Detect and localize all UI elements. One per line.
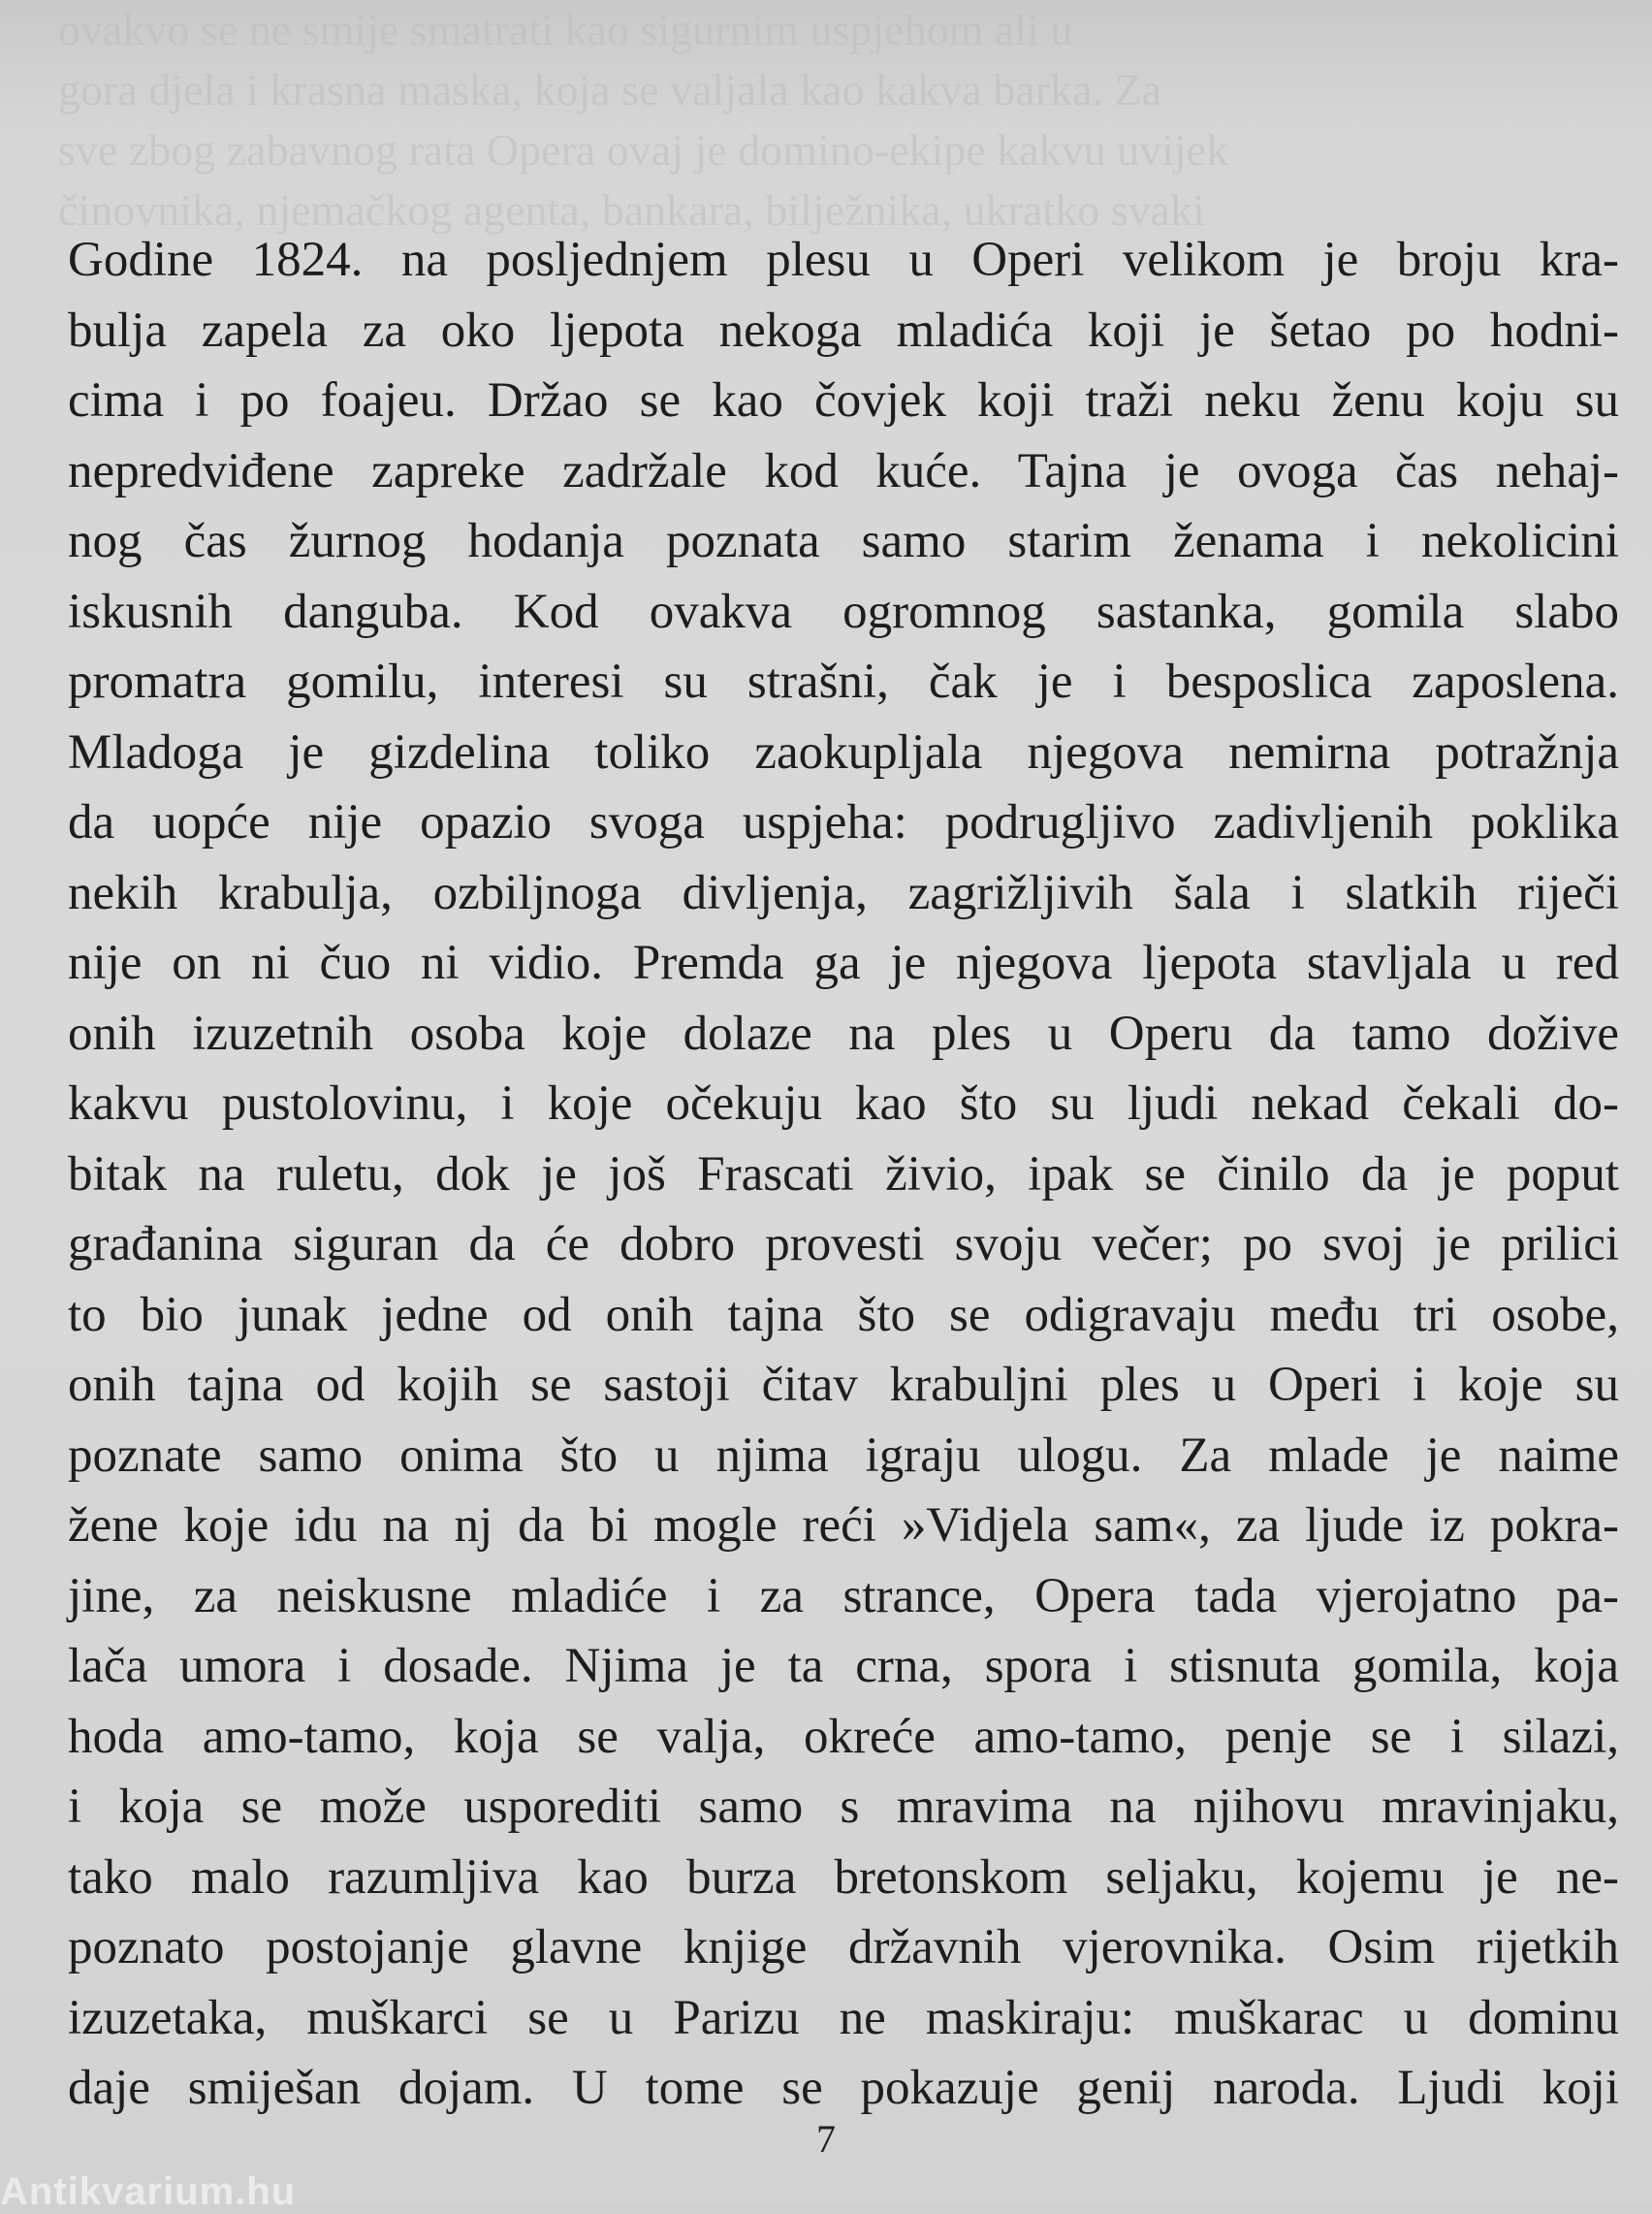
text-line: promatra gomilu, interesi su strašni, čak je i besposlica zaposlena. xyxy=(68,655,1619,709)
bleed-line: činovnika, njemačkog agenta, bankara, bilježnika, ukratko svaki xyxy=(58,185,1205,235)
bleed-through-text xyxy=(58,0,1629,235)
text-line: građanina siguran da će dobro provesti svoju večer; po svoj je prilici xyxy=(68,1217,1619,1271)
bleed-line: sve zbog zabavnog rata Opera ovaj je domino-ekipe kakvu uvijek xyxy=(58,125,1229,175)
text-line: Mladoga je gizdelina toliko zaokupljala njegova nemirna potražnja xyxy=(68,724,1619,780)
text-line: izuzetaka, muškarci se u Parizu ne maskiraju: muškarac u dominu xyxy=(68,1990,1619,2045)
text-line: Godine 1824. na posljednjem plesu u Operi velikom je broju kra- xyxy=(68,233,1619,287)
text-line: onih tajna od kojih se sastoji čitav krabuljni ples u Operi i koje su xyxy=(68,1358,1619,1412)
body-paragraph xyxy=(68,225,1619,2124)
text-line: poznate samo onima što u njima igraju ulogu. Za mlade je naime xyxy=(68,1428,1619,1483)
text-line: tako malo razumljiva kao burza bretonskom seljaku, kojemu je ne- xyxy=(68,1849,1619,1905)
text-line: žene koje idu na nj da bi mogle reći »Vidjela sam«, za ljude iz pokra- xyxy=(68,1498,1619,1553)
text-line: nije on ni čuo ni vidio. Premda ga je njegova ljepota stavljala u red xyxy=(68,936,1619,990)
text-line: da uopće nije opazio svoga uspjeha: podrugljivo zadivljenih poklika xyxy=(68,795,1619,850)
text-line: to bio junak jedne od onih tajna što se odigravaju među tri osobe, xyxy=(68,1287,1619,1342)
text-line: onih izuzetnih osoba koje dolaze na ples u Operu da tamo dožive xyxy=(68,1006,1619,1061)
text-line: i koja se može usporediti samo s mravima na njihovu mravinjaku, xyxy=(68,1780,1619,1834)
text-line: kakvu pustolovinu, i koje očekuju kao što su ljudi nekad čekali do- xyxy=(68,1076,1619,1131)
page-number: 7 xyxy=(816,2117,836,2161)
text-line: nekih krabulja, ozbiljnoga divljenja, zagrižljivih šala i slatkih riječi xyxy=(68,865,1619,920)
text-line: jine, za neiskusne mladiće i za strance, Opera tada vjerojatno pa- xyxy=(68,1568,1619,1623)
text-line: bulja zapela za oko ljepota nekoga mladića koji je šetao po hodni- xyxy=(68,303,1619,358)
text-line: hoda amo-tamo, koja se valja, okreće amo-tamo, penje se i silazi, xyxy=(68,1709,1619,1764)
text-line: cima i po foajeu. Držao se kao čovjek koji traži neku ženu koju su xyxy=(68,373,1619,428)
text-line: bitak na ruletu, dok je još Frascati živio, ipak se činilo da je poput xyxy=(68,1146,1619,1202)
text-line: nepredviđene zapreke zadržale kod kuće. Tajna je ovoga čas nehaj- xyxy=(68,443,1619,498)
text-line: daje smiješan dojam. U tome se pokazuje genij naroda. Ljudi koji xyxy=(68,2061,1619,2115)
text-line: lača umora i dosade. Njima je ta crna, spora i stisnuta gomila, koja xyxy=(68,1639,1619,1693)
watermark: Antikvarium.hu xyxy=(0,2170,297,2213)
text-line: poznato postojanje glavne knjige državnih vjerovnika. Osim rijetkih xyxy=(68,1920,1619,1974)
bleed-line: gora djela i krasna maska, koja se valjala kao kakva barka. Za xyxy=(58,65,1162,114)
text-line: nog čas žurnog hodanja poznata samo starim ženama i nekolicini xyxy=(68,514,1619,568)
bleed-line: ovakvo se ne smije smatrati kao sigurnim uspjehom ali u xyxy=(58,5,1073,54)
text-line: iskusnih danguba. Kod ovakva ogromnog sastanka, gomila slabo xyxy=(68,584,1619,639)
